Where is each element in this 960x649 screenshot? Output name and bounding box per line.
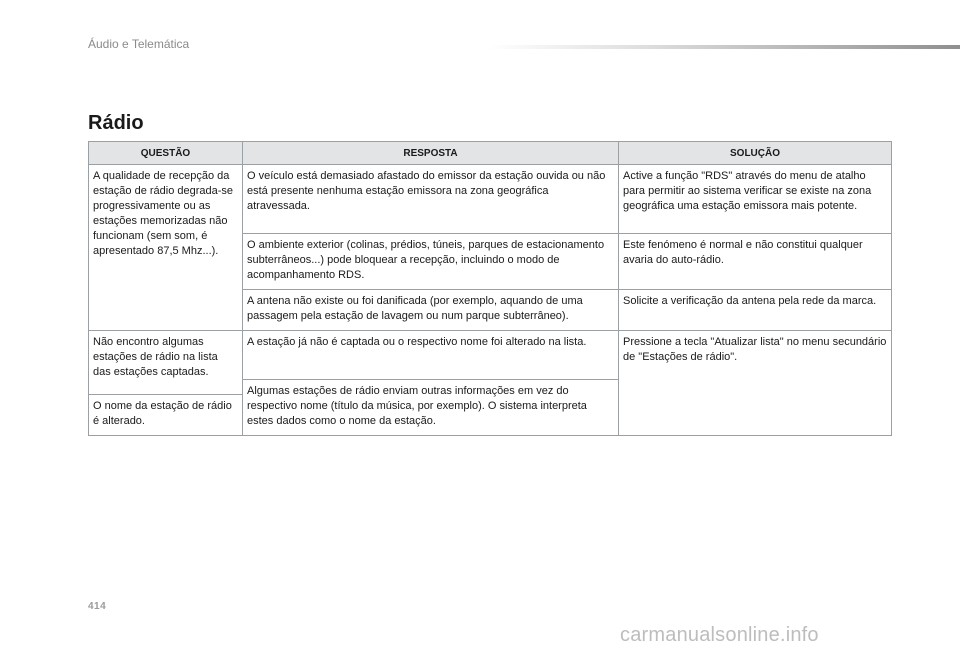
column-header-question: QUESTÃO — [89, 142, 243, 165]
answer-cell: O ambiente exterior (colinas, prédios, túneis, parques de estacionamento subterrâneos...) pode bloquear a recepção, incluindo o modo de acompanhamento RDS. — [243, 234, 619, 290]
question-cell: O nome da estação de rádio é alterado. — [89, 395, 243, 436]
column-header-solution: SOLUÇÃO — [619, 142, 892, 165]
answer-cell: A estação já não é captada ou o respectivo nome foi alterado na lista. — [243, 331, 619, 380]
table-row — [89, 331, 892, 380]
table-row — [89, 165, 892, 234]
answer-cell: A antena não existe ou foi danificada (por exemplo, aquando de uma passagem pela estação de lavagem ou num parque subterrâneo). — [243, 290, 619, 331]
solution-cell: Pressione a tecla "Atualizar lista" no menu secundário de "Estações de rádio". — [619, 331, 892, 436]
solution-cell: Active a função "RDS" através do menu de atalho para permitir ao sistema verificar se existe na zona geográfica uma estação emissora mais potente. — [619, 165, 892, 234]
answer-cell: O veículo está demasiado afastado do emissor da estação ouvida ou não está presente nenhuma estação emissora na zona geográfica atravessada. — [243, 165, 619, 234]
troubleshooting-table — [88, 141, 892, 436]
section-title: Rádio — [88, 112, 144, 134]
answer-cell: Algumas estações de rádio enviam outras informações em vez do respectivo nome (título da música, por exemplo). O sistema interpreta estes dados como o nome da estação. — [243, 380, 619, 436]
chapter-title: Áudio e Telemática — [88, 37, 190, 51]
page-number: 414 — [88, 601, 107, 612]
column-header-answer: RESPOSTA — [243, 142, 619, 165]
header-gradient-bar — [488, 45, 960, 49]
question-cell: Não encontro algumas estações de rádio na lista das estações captadas. — [89, 331, 243, 395]
solution-cell: Solicite a verificação da antena pela rede da marca. — [619, 290, 892, 331]
watermark-text: carmanualsonline.info — [620, 624, 819, 646]
solution-cell: Este fenómeno é normal e não constitui qualquer avaria do auto-rádio. — [619, 234, 892, 290]
question-cell: A qualidade de recepção da estação de rádio degrada-se progressivamente ou as estações memorizadas não funcionam (sem som, é apresentado 87,5 Mhz...). — [89, 165, 243, 331]
table-header-row — [89, 142, 892, 165]
